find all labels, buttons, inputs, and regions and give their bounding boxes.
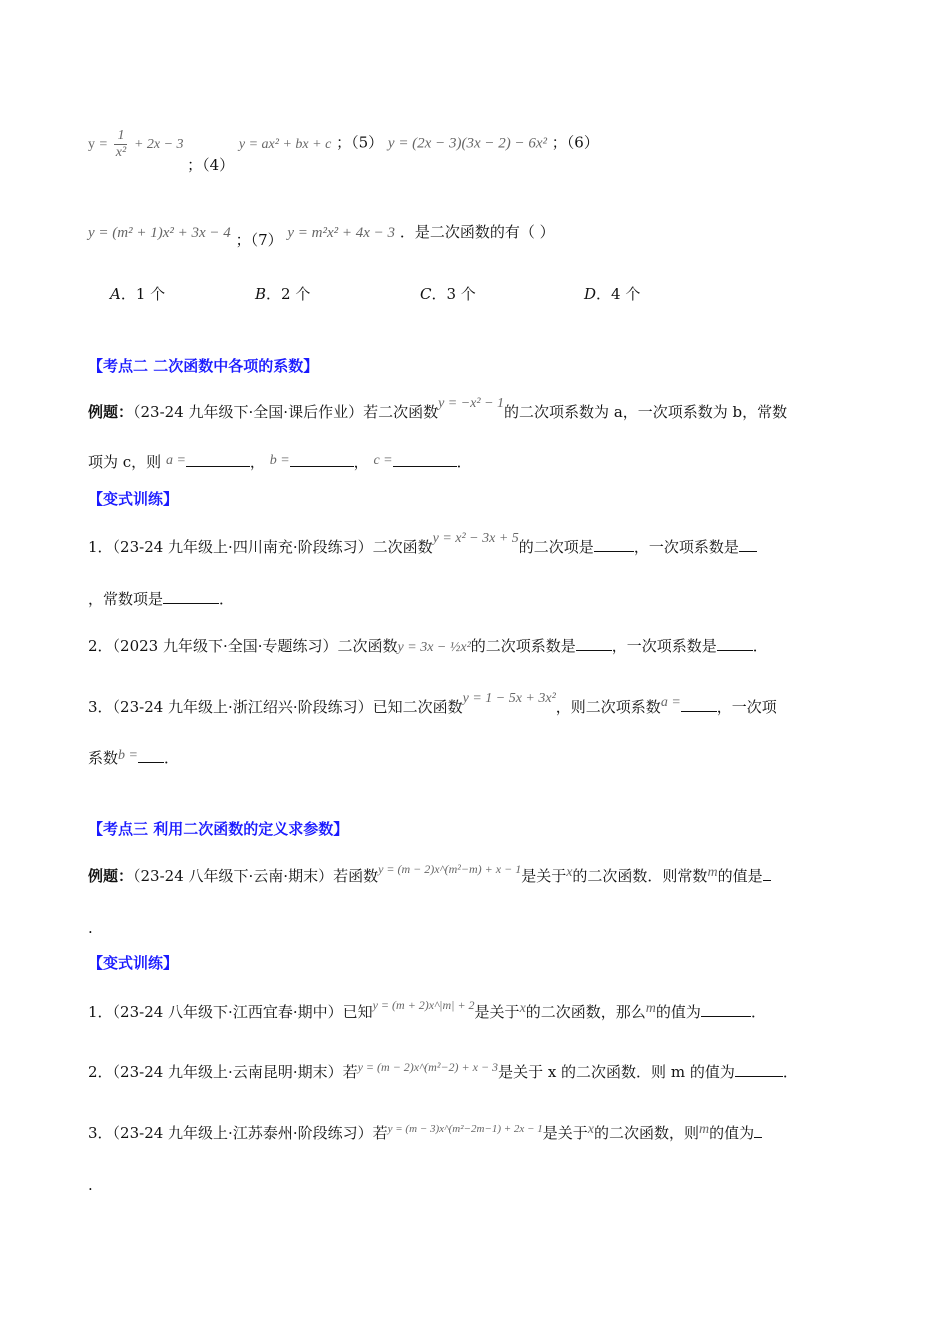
answer-blank[interactable]: [576, 636, 612, 651]
item-text: 的二次项系数是: [470, 637, 576, 655]
var-b-equals: b =: [118, 748, 138, 763]
example-line-1: [88, 396, 862, 424]
answer-blank[interactable]: [739, 537, 757, 552]
separator-6: ；（6）: [551, 133, 599, 152]
answer-blank[interactable]: [763, 866, 771, 881]
practice-heading: 【变式训练】: [88, 490, 179, 508]
example-line-2: [88, 452, 862, 474]
item-text: 是关于: [474, 1003, 520, 1021]
option-d[interactable]: [584, 283, 640, 304]
item-number: 3．: [88, 698, 113, 716]
item-text: 的值为: [709, 1124, 755, 1142]
practice-heading: 【变式训练】: [88, 954, 179, 972]
option-letter: C: [420, 285, 432, 303]
item-text: 的二次项是: [518, 538, 594, 556]
question-stem-tail: ．是二次函数的有（ ）: [399, 223, 555, 241]
item-source: （23-24 九年级上·四川南充·阶段练习）二次函数: [112, 538, 433, 556]
fraction-numerator: 1: [114, 128, 127, 145]
item-number: 1．: [88, 1003, 113, 1021]
equation-5: y = (2x − 3)(3x − 2) − 6x²: [387, 135, 548, 152]
practice-item-1: [88, 531, 862, 559]
comma: ，: [249, 453, 265, 471]
var-c-equals: c =: [373, 453, 393, 468]
equation-6: y = (m² + 1)x² + 3x − 4: [88, 225, 231, 241]
item-equation: y = 1 − 5x + 3x²: [462, 691, 556, 706]
period: ．: [752, 637, 768, 655]
example-text: 项为 c，则: [88, 453, 162, 471]
period: ．: [163, 749, 179, 767]
practice-item-3-1: [88, 998, 862, 1024]
example-label: 例题：: [88, 403, 134, 421]
practice-item-2: [88, 636, 862, 658]
item-equation: y = x² − 3x + 5: [432, 531, 519, 546]
trailing-period: .: [88, 1176, 93, 1194]
item-number: 3．: [88, 1124, 113, 1142]
item-text: 的二次函数，则: [593, 1124, 699, 1142]
option-text: ．3 个: [431, 285, 476, 303]
item-text: 是关于: [542, 1124, 588, 1142]
answer-blank[interactable]: [701, 1002, 751, 1017]
period: ．: [456, 453, 472, 471]
item-number: 2．: [88, 1063, 113, 1081]
item-source: （23-24 八年级下·江西宜春·期中）已知: [112, 1003, 373, 1021]
item-equation: y = (m − 3)x^(m²−2m−1) + 2x − 1: [387, 1123, 543, 1135]
answer-blank[interactable]: [681, 697, 717, 712]
example-label: 例题：: [88, 867, 134, 885]
answer-blank-c[interactable]: [393, 452, 457, 467]
item-equation: y = (m − 2)x^(m²−2) + x − 3: [357, 1060, 499, 1074]
example-source: （23-24 九年级下·全国·课后作业）若二次函数: [133, 403, 439, 421]
var-a-equals: a =: [165, 453, 186, 468]
example-text: 的值是: [717, 867, 763, 885]
equation-3-tail: + 2x − 3: [133, 136, 184, 152]
item-text: ，一次项系数是: [633, 538, 739, 556]
option-b[interactable]: [255, 283, 310, 304]
answer-blank[interactable]: [138, 748, 164, 763]
example-text: 的二次函数．则常数: [572, 867, 708, 885]
answer-blank-a[interactable]: [186, 452, 250, 467]
var-b-equals: b =: [269, 453, 290, 468]
option-letter: B: [255, 285, 267, 303]
practice-item-3-2: [88, 1062, 862, 1083]
item-text: ，常数项是: [88, 590, 164, 608]
question-options-line-1: [88, 128, 862, 172]
example-text: 是关于: [521, 867, 567, 885]
period: ．: [219, 590, 235, 608]
separator-7: ；（7）: [235, 231, 283, 249]
var-x: x: [587, 1122, 594, 1137]
practice-item-3: [88, 691, 862, 719]
item-text: ，一次项系数是: [611, 637, 717, 655]
period: ．: [750, 1003, 766, 1021]
item-text: 的值为: [655, 1003, 701, 1021]
var-m: m: [645, 1001, 656, 1016]
answer-blank[interactable]: [754, 1123, 762, 1138]
equation-7: y = m²x² + 4x − 3: [287, 225, 396, 241]
answer-blank[interactable]: [735, 1062, 783, 1077]
example-equation: y = (m − 2)x^(m²−m) + x − 1: [378, 862, 522, 876]
example-equation: y = −x² − 1: [438, 396, 505, 411]
item-source: （23-24 九年级上·江苏泰州·阶段练习）若: [112, 1124, 388, 1142]
item-text: 系数: [88, 749, 119, 767]
var-m: m: [707, 865, 718, 880]
example-source: （23-24 八年级下·云南·期末）若函数: [133, 867, 379, 885]
item-equation: y = 3x − ½x²: [397, 640, 471, 655]
separator-4: ；（4）: [187, 155, 235, 174]
answer-blank[interactable]: [163, 589, 219, 604]
answer-blank-b[interactable]: [290, 452, 354, 467]
equation-4: y = ax² + bx + c: [238, 136, 332, 152]
var-m: m: [698, 1122, 710, 1137]
item-equation: y = (m + 2)x^|m| + 2: [372, 998, 475, 1012]
example-text: 的二次项系数为 a，一次项系数为 b，常数: [504, 403, 788, 421]
period: ．: [782, 1063, 798, 1081]
answer-blank[interactable]: [594, 537, 634, 552]
comma: ，: [353, 453, 369, 471]
option-text: ．1 个: [120, 285, 166, 303]
item-number: 1．: [88, 538, 113, 556]
practice-item-3-3: [88, 1123, 862, 1145]
var-x: x: [566, 865, 573, 880]
option-c[interactable]: [420, 283, 476, 304]
option-text: ．2 个: [266, 285, 311, 303]
equation-3: y = $\frac{1}{\text{x²}}$ + 2x − 3: [88, 128, 184, 160]
var-x: x: [519, 1001, 526, 1016]
var-a-equals: a =: [660, 695, 681, 710]
item-source: （23-24 九年级上·云南昆明·期末）若: [112, 1063, 358, 1081]
option-letter: D: [584, 285, 597, 303]
item-text: 是关于 x 的二次函数．则 m 的值为: [498, 1063, 735, 1081]
trailing-period: .: [88, 919, 93, 937]
practice-item-3-cont: [88, 748, 862, 770]
option-text: ．4 个: [596, 285, 641, 303]
item-text: ，一次项: [716, 698, 777, 716]
item-number: 2．: [88, 637, 113, 655]
item-source: （2023 九年级下·全国·专题练习）二次函数: [112, 637, 398, 655]
section-heading-3: 【考点三 利用二次函数的定义求参数】: [88, 820, 349, 838]
option-letter: A: [110, 285, 121, 303]
option-a[interactable]: [110, 283, 165, 304]
fraction-denominator: x²: [115, 145, 127, 160]
example-line-3: [88, 862, 862, 888]
practice-item-1-cont: [88, 589, 862, 609]
fraction: [114, 128, 127, 161]
separator-5: ；（5）: [336, 133, 384, 152]
answer-blank[interactable]: [717, 636, 753, 651]
item-text: 的二次函数，那么: [525, 1003, 646, 1021]
question-options-line-2: [88, 222, 862, 249]
item-source: （23-24 九年级上·浙江绍兴·阶段练习）已知二次函数: [112, 698, 463, 716]
section-heading-2: 【考点二 二次函数中各项的系数】: [88, 357, 319, 375]
item-text: ，则二次项系数: [555, 698, 661, 716]
